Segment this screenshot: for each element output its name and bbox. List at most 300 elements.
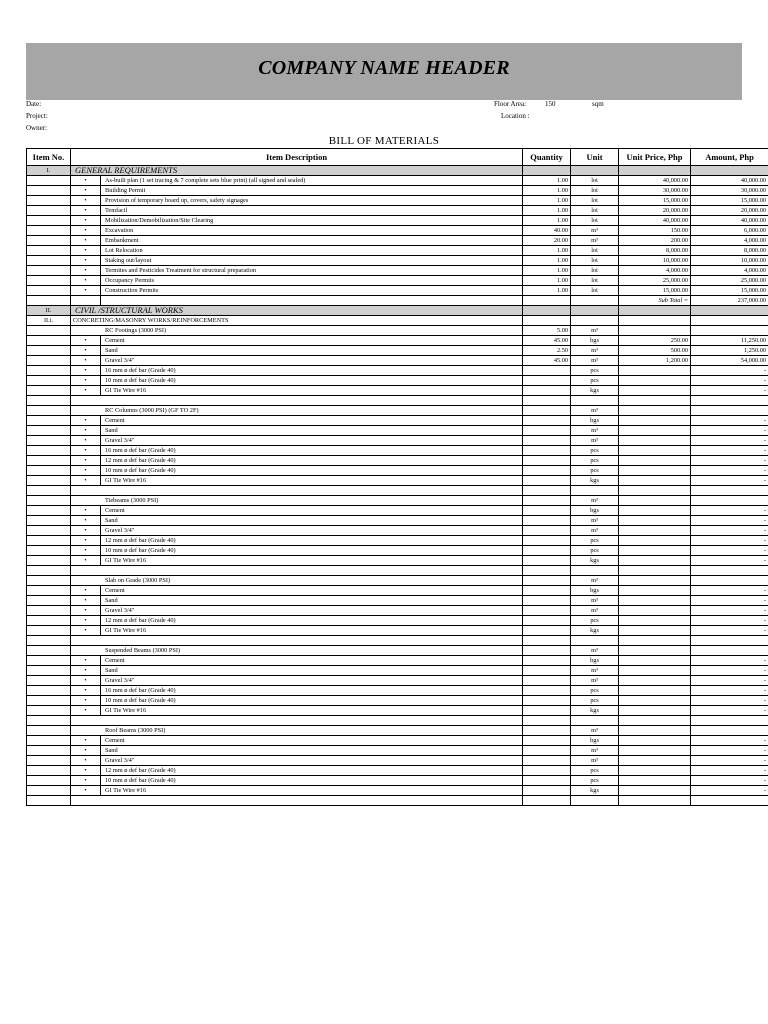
amount-cell: 40,000.00 — [691, 176, 768, 186]
unit-cell: lot — [571, 266, 619, 276]
unit-price-cell — [619, 556, 691, 566]
unit-price-cell — [619, 706, 691, 716]
quantity-cell — [523, 726, 571, 736]
description-cell: Sand — [101, 346, 523, 356]
bullet-cell: • — [71, 776, 101, 786]
item-no-cell: II.i. — [27, 316, 71, 326]
amount-cell — [691, 306, 768, 316]
unit-price-cell — [619, 516, 691, 526]
item-no-cell — [27, 556, 71, 566]
bill-of-materials-title: BILL OF MATERIALS — [328, 135, 440, 147]
table-row — [27, 786, 768, 796]
quantity-cell: 1.00 — [523, 256, 571, 266]
quantity-cell — [523, 586, 571, 596]
subtotal-label-cell: Sub Total = — [619, 296, 691, 306]
unit-price-cell — [619, 526, 691, 536]
amount-cell: - — [691, 656, 768, 666]
amount-cell: - — [691, 736, 768, 746]
item-no-cell — [27, 596, 71, 606]
item-no-cell — [27, 666, 71, 676]
unit-price-cell — [619, 716, 691, 726]
item-no-cell — [27, 296, 71, 306]
bullet-cell: • — [71, 196, 101, 206]
unit-cell: pcs — [571, 466, 619, 476]
quantity-cell — [523, 766, 571, 776]
description-cell: GI Tie Wire #16 — [101, 786, 523, 796]
col-item-description: Item Description — [71, 149, 523, 166]
unit-price-cell: 250.00 — [619, 336, 691, 346]
unit-price-cell — [619, 766, 691, 776]
description-cell: Cement — [101, 656, 523, 666]
item-no-cell — [27, 766, 71, 776]
col-unit: Unit — [571, 149, 619, 166]
unit-cell — [571, 566, 619, 576]
quantity-cell — [523, 716, 571, 726]
bullet-cell: • — [71, 336, 101, 346]
quantity-cell — [523, 306, 571, 316]
company-name-header: COMPANY NAME HEADER — [258, 57, 510, 79]
table-row — [27, 416, 768, 426]
unit-cell: lot — [571, 176, 619, 186]
item-no-cell — [27, 586, 71, 596]
amount-cell — [691, 406, 768, 416]
amount-cell: 15,000.00 — [691, 196, 768, 206]
unit-cell: m³ — [571, 406, 619, 416]
unit-price-cell — [619, 776, 691, 786]
quantity-cell — [523, 466, 571, 476]
unit-cell: m³ — [571, 646, 619, 656]
subsection-row — [27, 316, 768, 326]
item-no-cell — [27, 566, 71, 576]
table-row — [27, 526, 768, 536]
bullet-cell: • — [71, 416, 101, 426]
quantity-cell — [523, 456, 571, 466]
item-no-cell — [27, 526, 71, 536]
table-header-row — [27, 149, 768, 166]
item-no-cell — [27, 496, 71, 506]
amount-cell: - — [691, 766, 768, 776]
table-row — [27, 686, 768, 696]
table-row — [27, 766, 768, 776]
item-no-cell — [27, 786, 71, 796]
unit-cell: lot — [571, 216, 619, 226]
quantity-cell — [523, 506, 571, 516]
amount-cell: - — [691, 446, 768, 456]
unit-cell: pcs — [571, 766, 619, 776]
section-title-cell: GENERAL REQUIREMENTS — [71, 166, 523, 176]
unit-price-cell — [619, 786, 691, 796]
amount-cell: - — [691, 746, 768, 756]
bullet-cell: • — [71, 686, 101, 696]
unit-price-cell — [619, 596, 691, 606]
amount-cell: - — [691, 456, 768, 466]
bullet-cell: • — [71, 476, 101, 486]
table-row — [27, 756, 768, 766]
unit-cell: m³ — [571, 726, 619, 736]
bullet-cell: • — [71, 506, 101, 516]
unit-price-cell — [619, 376, 691, 386]
bullet-cell: • — [71, 186, 101, 196]
bom-body — [27, 166, 768, 806]
item-no-cell — [27, 706, 71, 716]
unit-price-cell — [619, 676, 691, 686]
quantity-cell — [523, 676, 571, 686]
unit-price-cell: 8,000.00 — [619, 246, 691, 256]
quantity-cell — [523, 406, 571, 416]
table-row — [27, 206, 768, 216]
amount-cell: - — [691, 386, 768, 396]
item-no-cell — [27, 726, 71, 736]
table-row — [27, 356, 768, 366]
blank-row — [27, 636, 768, 646]
unit-cell: lot — [571, 246, 619, 256]
table-row — [27, 616, 768, 626]
description-cell: Temfacil — [101, 206, 523, 216]
item-group-row — [27, 646, 768, 656]
item-no-cell — [27, 226, 71, 236]
item-no-cell — [27, 796, 71, 806]
unit-cell: m³ — [571, 356, 619, 366]
quantity-cell — [523, 566, 571, 576]
unit-price-cell — [619, 576, 691, 586]
unit-price-cell — [619, 736, 691, 746]
description-cell: GI Tie Wire #16 — [101, 556, 523, 566]
bom-table — [26, 148, 768, 806]
amount-cell — [691, 326, 768, 336]
amount-cell: 30,000.00 — [691, 186, 768, 196]
description-cell: 10 mm ø def bar (Grade 40) — [101, 776, 523, 786]
bullet-cell: • — [71, 676, 101, 686]
table-row — [27, 696, 768, 706]
unit-price-cell — [619, 496, 691, 506]
quantity-cell — [523, 746, 571, 756]
unit-cell: bgs — [571, 736, 619, 746]
unit-cell: m³ — [571, 326, 619, 336]
bullet-cell: • — [71, 516, 101, 526]
table-row — [27, 276, 768, 286]
blank-row — [27, 396, 768, 406]
quantity-cell: 2.50 — [523, 346, 571, 356]
item-no-cell — [27, 606, 71, 616]
item-no-cell — [27, 736, 71, 746]
description-cell: Building Permit — [101, 186, 523, 196]
description-cell: 16 mm ø def bar (Grade 40) — [101, 686, 523, 696]
amount-cell: - — [691, 596, 768, 606]
bullet-cell: • — [71, 366, 101, 376]
bullet-cell: • — [71, 606, 101, 616]
item-no-cell — [27, 616, 71, 626]
bullet-cell: • — [71, 286, 101, 296]
amount-cell — [691, 726, 768, 736]
description-cell: Cement — [101, 336, 523, 346]
description-cell: 12 mm ø def bar (Grade 40) — [101, 766, 523, 776]
quantity-cell — [523, 686, 571, 696]
amount-cell: - — [691, 376, 768, 386]
date-label: Date: — [26, 100, 42, 108]
unit-cell: pcs — [571, 546, 619, 556]
table-row — [27, 586, 768, 596]
unit-price-cell — [619, 666, 691, 676]
unit-cell: m³ — [571, 496, 619, 506]
unit-price-cell — [619, 636, 691, 646]
description-cell: Gravel 3/4" — [101, 756, 523, 766]
bullet-cell: • — [71, 346, 101, 356]
description-cell — [101, 296, 523, 306]
description-cell: 12 mm ø def bar (Grade 40) — [101, 536, 523, 546]
description-cell: RC Footings (3000 PSI) — [71, 326, 523, 336]
item-no-cell — [27, 476, 71, 486]
item-no-cell — [27, 776, 71, 786]
table-row — [27, 556, 768, 566]
description-cell: GI Tie Wire #16 — [101, 386, 523, 396]
description-cell: As-built plan (1 set tracing & 7 complete sets blue print) (all signed and sealed) — [101, 176, 523, 186]
unit-price-cell — [619, 476, 691, 486]
item-no-cell — [27, 466, 71, 476]
quantity-cell: 5.00 — [523, 326, 571, 336]
table-row — [27, 546, 768, 556]
header-band — [26, 43, 742, 100]
item-no-cell — [27, 756, 71, 766]
description-cell — [71, 396, 523, 406]
item-no-cell — [27, 336, 71, 346]
unit-cell: pcs — [571, 696, 619, 706]
unit-cell: lot — [571, 256, 619, 266]
quantity-cell — [523, 476, 571, 486]
item-group-row — [27, 576, 768, 586]
item-no-cell — [27, 246, 71, 256]
quantity-cell — [523, 636, 571, 646]
unit-cell: kgs — [571, 706, 619, 716]
description-cell: Cement — [101, 736, 523, 746]
unit-price-cell — [619, 316, 691, 326]
quantity-cell — [523, 316, 571, 326]
description-cell: Sand — [101, 666, 523, 676]
description-cell: 16 mm ø def bar (Grade 40) — [101, 366, 523, 376]
description-cell: Tiebeams (3000 PSI) — [71, 496, 523, 506]
unit-price-cell — [619, 466, 691, 476]
unit-cell: m³ — [571, 436, 619, 446]
description-cell: Sand — [101, 516, 523, 526]
item-no-cell — [27, 746, 71, 756]
quantity-cell — [523, 386, 571, 396]
item-no-cell — [27, 636, 71, 646]
unit-price-cell — [619, 506, 691, 516]
amount-cell: 11,250.00 — [691, 336, 768, 346]
blank-row — [27, 796, 768, 806]
description-cell: Roof Beams (3000 PSI) — [71, 726, 523, 736]
bullet-cell: • — [71, 766, 101, 776]
unit-cell: m³ — [571, 226, 619, 236]
item-no-cell — [27, 446, 71, 456]
bullet-cell: • — [71, 756, 101, 766]
description-cell: 10 mm ø def bar (Grade 40) — [101, 546, 523, 556]
amount-cell: - — [691, 536, 768, 546]
quantity-cell — [523, 296, 571, 306]
unit-cell: pcs — [571, 616, 619, 626]
unit-price-cell — [619, 366, 691, 376]
unit-price-cell — [619, 726, 691, 736]
unit-price-cell — [619, 406, 691, 416]
amount-cell — [691, 716, 768, 726]
subtotal-row — [27, 296, 768, 306]
bullet-cell: • — [71, 586, 101, 596]
bullet-cell: • — [71, 276, 101, 286]
quantity-cell: 20.00 — [523, 236, 571, 246]
unit-price-cell — [619, 426, 691, 436]
description-cell: Gravel 3/4" — [101, 676, 523, 686]
unit-cell: m³ — [571, 746, 619, 756]
amount-cell: - — [691, 476, 768, 486]
table-row — [27, 196, 768, 206]
unit-price-cell: 30,000.00 — [619, 186, 691, 196]
amount-cell: 4,000.00 — [691, 266, 768, 276]
unit-cell: m³ — [571, 346, 619, 356]
item-no-cell — [27, 286, 71, 296]
item-no-cell — [27, 406, 71, 416]
description-cell: 10 mm ø def bar (Grade 40) — [101, 376, 523, 386]
table-row — [27, 286, 768, 296]
description-cell: Excavation — [101, 226, 523, 236]
unit-cell — [571, 796, 619, 806]
project-label: Project: — [26, 112, 48, 120]
bullet-cell: • — [71, 386, 101, 396]
item-no-cell — [27, 356, 71, 366]
bullet-cell: • — [71, 356, 101, 366]
description-cell: Gravel 3/4" — [101, 606, 523, 616]
unit-price-cell — [619, 446, 691, 456]
floor-area-unit: sqm — [592, 100, 604, 108]
amount-cell: - — [691, 676, 768, 686]
amount-cell: 54,000.00 — [691, 356, 768, 366]
amount-cell: - — [691, 786, 768, 796]
item-group-row — [27, 326, 768, 336]
description-cell: GI Tie Wire #16 — [101, 626, 523, 636]
item-no-cell — [27, 656, 71, 666]
unit-cell: m³ — [571, 606, 619, 616]
quantity-cell: 45.00 — [523, 356, 571, 366]
item-no-cell — [27, 536, 71, 546]
bullet-cell: • — [71, 626, 101, 636]
description-cell: 10 mm ø def bar (Grade 40) — [101, 696, 523, 706]
bullet-cell: • — [71, 226, 101, 236]
unit-cell: pcs — [571, 446, 619, 456]
quantity-cell — [523, 646, 571, 656]
quantity-cell: 1.00 — [523, 196, 571, 206]
description-cell — [71, 566, 523, 576]
description-cell: 16 mm ø def bar (Grade 40) — [101, 446, 523, 456]
table-row — [27, 446, 768, 456]
description-cell: Sand — [101, 596, 523, 606]
unit-cell: lot — [571, 206, 619, 216]
quantity-cell: 1.00 — [523, 246, 571, 256]
amount-cell — [691, 566, 768, 576]
amount-cell: - — [691, 706, 768, 716]
unit-cell — [571, 306, 619, 316]
quantity-cell — [523, 546, 571, 556]
unit-cell: m³ — [571, 596, 619, 606]
item-no-cell — [27, 686, 71, 696]
unit-price-cell — [619, 586, 691, 596]
item-group-row — [27, 406, 768, 416]
table-row — [27, 386, 768, 396]
table-row — [27, 236, 768, 246]
amount-cell: - — [691, 556, 768, 566]
unit-cell: pcs — [571, 776, 619, 786]
bullet-cell: • — [71, 656, 101, 666]
unit-cell: m³ — [571, 526, 619, 536]
description-cell: Sand — [101, 426, 523, 436]
description-cell: 10 mm ø def bar (Grade 40) — [101, 466, 523, 476]
quantity-cell — [523, 756, 571, 766]
item-no-cell — [27, 176, 71, 186]
location-label: Location : — [501, 112, 530, 120]
description-cell: 12 mm ø def bar (Grade 40) — [101, 456, 523, 466]
bullet-cell: • — [71, 436, 101, 446]
table-row — [27, 186, 768, 196]
amount-cell: - — [691, 516, 768, 526]
amount-cell: - — [691, 416, 768, 426]
blank-row — [27, 566, 768, 576]
amount-cell: 25,000.00 — [691, 276, 768, 286]
amount-cell: - — [691, 526, 768, 536]
item-no-cell — [27, 376, 71, 386]
unit-cell — [571, 316, 619, 326]
amount-cell — [691, 646, 768, 656]
amount-cell: 1,250.00 — [691, 346, 768, 356]
unit-price-cell: 15,000.00 — [619, 196, 691, 206]
table-row — [27, 676, 768, 686]
bullet-cell: • — [71, 466, 101, 476]
bullet-cell: • — [71, 746, 101, 756]
quantity-cell: 1.00 — [523, 206, 571, 216]
unit-cell: pcs — [571, 686, 619, 696]
item-no-cell — [27, 256, 71, 266]
item-no-cell — [27, 696, 71, 706]
table-row — [27, 266, 768, 276]
unit-price-cell — [619, 566, 691, 576]
unit-cell: pcs — [571, 456, 619, 466]
bullet-cell: • — [71, 266, 101, 276]
unit-price-cell: 200.00 — [619, 236, 691, 246]
blank-row — [27, 486, 768, 496]
unit-cell: bgs — [571, 416, 619, 426]
quantity-cell — [523, 516, 571, 526]
item-no-cell — [27, 416, 71, 426]
description-cell — [71, 636, 523, 646]
amount-cell — [691, 576, 768, 586]
amount-cell: 10,000.00 — [691, 256, 768, 266]
description-cell: RC Columns (3000 PSI) (GF TO 2F) — [71, 406, 523, 416]
unit-cell — [571, 716, 619, 726]
floor-area-label: Floor Area: — [494, 100, 527, 108]
table-row — [27, 176, 768, 186]
table-row — [27, 596, 768, 606]
item-no-cell — [27, 486, 71, 496]
item-no-cell — [27, 396, 71, 406]
item-no-cell: II. — [27, 306, 71, 316]
unit-price-cell: 4,000.00 — [619, 266, 691, 276]
unit-price-cell — [619, 166, 691, 176]
table-row — [27, 476, 768, 486]
description-cell: Construction Permits — [101, 286, 523, 296]
description-cell: GI Tie Wire #16 — [101, 476, 523, 486]
description-cell: Slab on Grade (3000 PSI) — [71, 576, 523, 586]
description-cell — [71, 486, 523, 496]
quantity-cell: 40.00 — [523, 226, 571, 236]
table-row — [27, 216, 768, 226]
table-row — [27, 666, 768, 676]
bullet-cell: • — [71, 206, 101, 216]
